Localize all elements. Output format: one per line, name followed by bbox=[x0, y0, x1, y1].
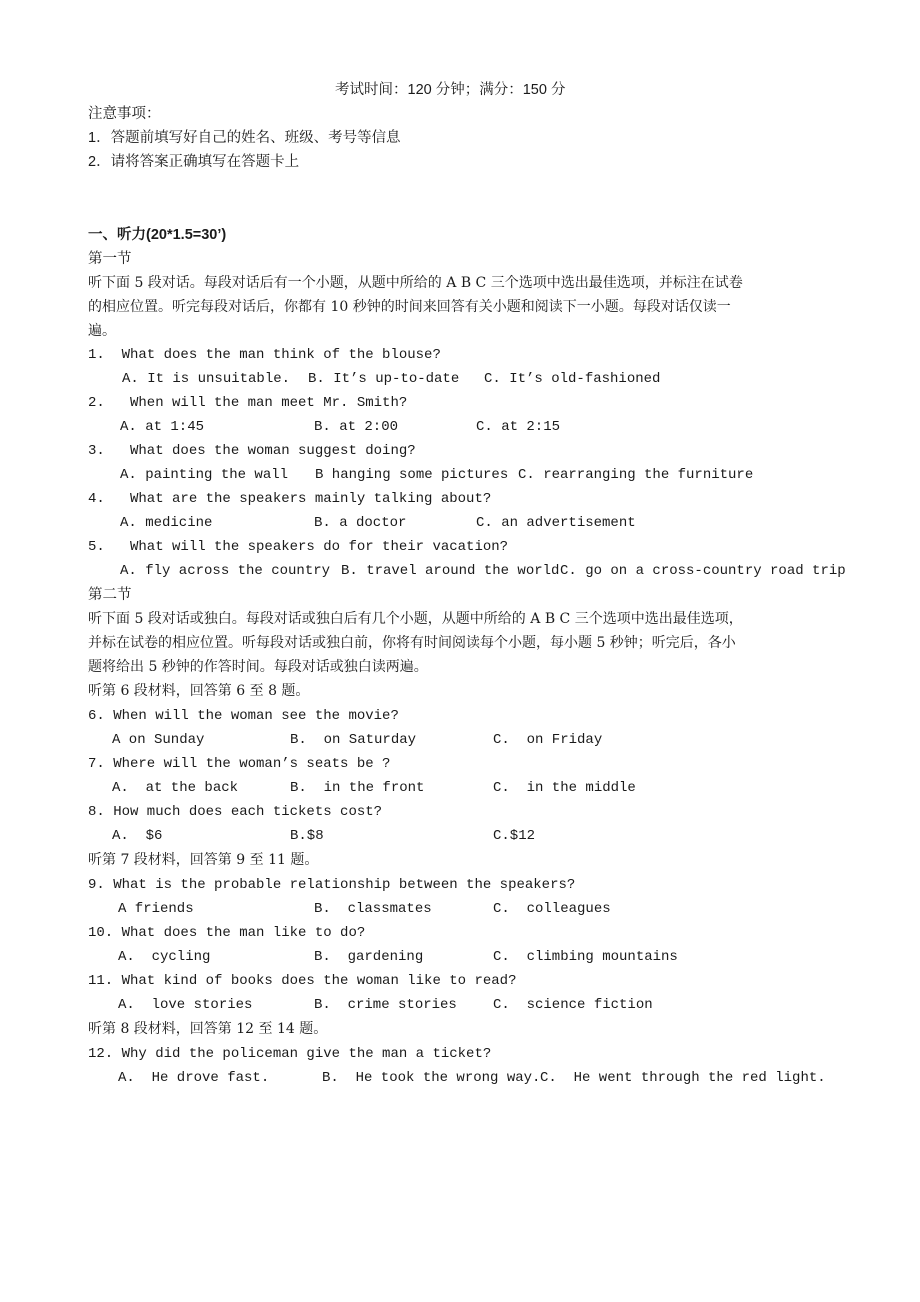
exam-info: 考试时间：120 分钟；满分：150 分 bbox=[335, 82, 566, 98]
option-c: C. climbing mountains bbox=[493, 949, 678, 965]
option-b: B. It’s up-to-date bbox=[308, 371, 460, 387]
part-title: 第一节 bbox=[88, 251, 132, 267]
option-c: C. science fiction bbox=[493, 997, 653, 1013]
instructions-line: 并标在试卷的相应位置。听每段对话或独白前，你将有时间阅读每个小题，每小题 5 秒钟；听完后，各小 bbox=[88, 635, 736, 651]
section-heading: 一、听力(20*1.5=30’) bbox=[88, 227, 227, 243]
question: 3. What does the woman suggest doing? bbox=[88, 443, 416, 459]
option-b: B hanging some pictures bbox=[315, 467, 509, 483]
instructions-line: 题将给出 5 秒钟的作答时间。每段对话或独白读两遍。 bbox=[88, 659, 428, 675]
question: 11. What kind of books does the woman like to read? bbox=[88, 973, 517, 989]
option-a: A on Sunday bbox=[112, 732, 205, 748]
option-a: A. love stories bbox=[118, 997, 253, 1013]
option-a: A. It is unsuitable. bbox=[122, 371, 291, 387]
question: 10. What does the man like to do? bbox=[88, 925, 366, 941]
option-a: A. medicine bbox=[120, 515, 213, 531]
option-b: B. He took the wrong way. bbox=[322, 1070, 541, 1086]
option-a: A. painting the wall bbox=[120, 467, 289, 483]
question: 7. Where will the woman’s seats be ? bbox=[88, 756, 391, 772]
option-b: B. travel around the world bbox=[341, 563, 560, 579]
option-b: B. gardening bbox=[314, 949, 424, 965]
notice-item: 2．请将答案正确填写在答题卡上 bbox=[88, 154, 300, 170]
option-c: C. at 2:15 bbox=[476, 419, 561, 435]
option-a: A. fly across the country bbox=[120, 563, 331, 579]
option-c: C. on Friday bbox=[493, 732, 603, 748]
option-a: A. He drove fast. bbox=[118, 1070, 270, 1086]
option-b: B. in the front bbox=[290, 780, 425, 796]
option-c: C. an advertisement bbox=[476, 515, 636, 531]
instructions-line: 遍。 bbox=[88, 323, 116, 339]
part-title: 第二节 bbox=[88, 587, 132, 603]
option-b: B. crime stories bbox=[314, 997, 457, 1013]
option-c: C. It’s old-fashioned bbox=[484, 371, 661, 387]
option-b: B. a doctor bbox=[314, 515, 407, 531]
instructions-line: 的相应位置。听完每段对话后，你都有 10 秒钟的时间来回答有关小题和阅读下一小题。每段对话仅读一 bbox=[88, 299, 731, 315]
question: 12. Why did the policeman give the man a ticket? bbox=[88, 1046, 492, 1062]
option-a: A. cycling bbox=[118, 949, 211, 965]
option-c: C. colleagues bbox=[493, 901, 611, 917]
question: 9. What is the probable relationship between the speakers? bbox=[88, 877, 576, 893]
notice-item: 1．答题前填写好自己的姓名、班级、考号等信息 bbox=[88, 130, 401, 146]
group-intro: 听第 8 段材料，回答第 12 至 14 题。 bbox=[88, 1021, 328, 1037]
option-c: C.$12 bbox=[493, 828, 536, 844]
question: 6. When will the woman see the movie? bbox=[88, 708, 399, 724]
option-b: B. classmates bbox=[314, 901, 432, 917]
option-c: C. go on a cross-country road trip bbox=[560, 563, 846, 579]
question: 4. What are the speakers mainly talking about? bbox=[88, 491, 492, 507]
option-a: A. $6 bbox=[112, 828, 163, 844]
option-b: B.$8 bbox=[290, 828, 324, 844]
notice-title: 注意事项： bbox=[88, 106, 161, 122]
question: 5. What will the speakers do for their vacation? bbox=[88, 539, 509, 555]
option-a: A friends bbox=[118, 901, 194, 917]
instructions-line: 听下面 5 段对话或独白。每段对话或独白后有几个小题，从题中所给的 A B C 三个选项中选出最佳选项， bbox=[88, 611, 743, 627]
instructions-line: 听下面 5 段对话。每段对话后有一个小题，从题中所给的 A B C 三个选项中选出最佳选项，并标注在试卷 bbox=[88, 275, 743, 291]
option-b: B. at 2:00 bbox=[314, 419, 399, 435]
question: 2. When will the man meet Mr. Smith? bbox=[88, 395, 408, 411]
option-c: C. in the middle bbox=[493, 780, 636, 796]
question: 8. How much does each tickets cost? bbox=[88, 804, 383, 820]
group-intro: 听第 6 段材料，回答第 6 至 8 题。 bbox=[88, 683, 310, 699]
option-b: B. on Saturday bbox=[290, 732, 417, 748]
option-a: A. at 1:45 bbox=[120, 419, 205, 435]
question: 1. What does the man think of the blouse? bbox=[88, 347, 441, 363]
group-intro: 听第 7 段材料，回答第 9 至 11 题。 bbox=[88, 852, 319, 868]
option-a: A. at the back bbox=[112, 780, 239, 796]
option-c: C. rearranging the furniture bbox=[518, 467, 754, 483]
option-c: C. He went through the red light. bbox=[540, 1070, 826, 1086]
